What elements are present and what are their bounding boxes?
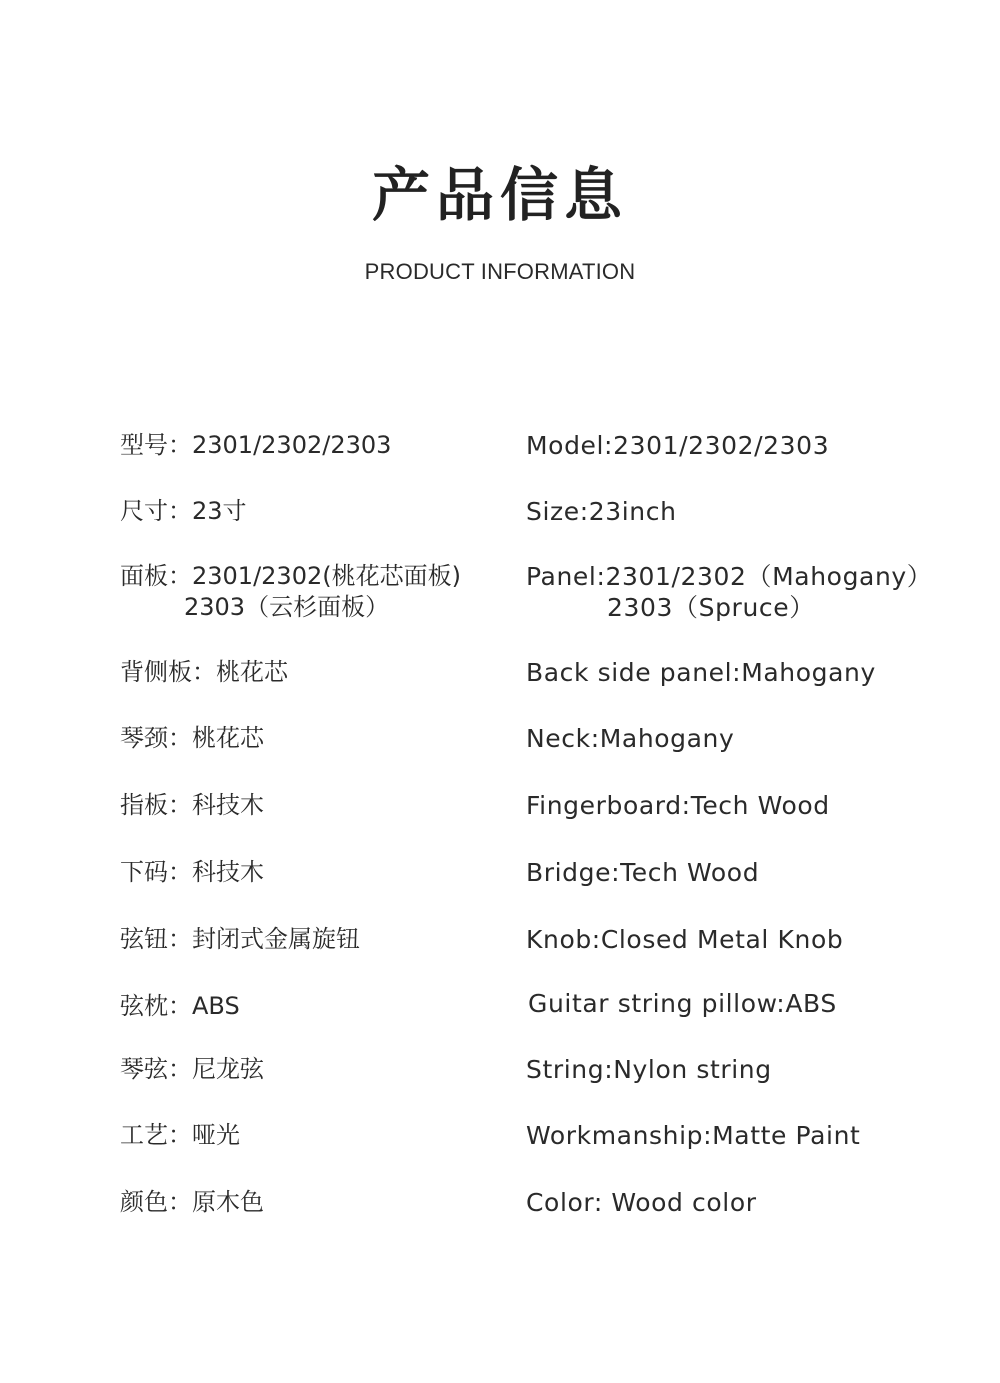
spec-en-panel [526,561,986,623]
page-subtitle: PRODUCT INFORMATION [364,259,636,284]
spec-cn-model: 型号：2301/2302/2303 [120,431,392,459]
spec-cn-panel-line2: 2303（云杉面板） [184,593,390,621]
spec-en-back-side: Back side panel:Mahogany [526,658,876,687]
spec-cn-knob: 弦钮：封闭式金属旋钮 [120,925,360,953]
spec-en-knob: Knob:Closed Metal Knob [526,925,844,954]
spec-en-model: Model:2301/2302/2303 [526,431,830,460]
spec-en-panel-line1: Panel:2301/2302（Mahogany） [526,562,933,591]
spec-cn-bridge: 下码：科技木 [120,858,264,886]
spec-cn-back-side: 背侧板：桃花芯 [120,658,288,686]
spec-en-fingerboard: Fingerboard:Tech Wood [526,791,830,820]
spec-cn-pillow: 弦枕：ABS [120,992,240,1020]
spec-en-pillow: Guitar string pillow:ABS [528,989,837,1018]
spec-en-bridge: Bridge:Tech Wood [526,858,760,887]
spec-en-string: String:Nylon string [526,1055,772,1084]
spec-en-neck: Neck:Mahogany [526,724,735,753]
page-title: 产品信息 [371,161,628,229]
spec-cn-panel-line1: 面板：2301/2302(桃花芯面板) [120,562,461,590]
spec-en-panel-line2: 2303（Spruce） [607,593,815,622]
spec-cn-neck: 琴颈：桃花芯 [120,724,264,752]
spec-cn-panel [120,561,510,623]
spec-cn-string: 琴弦：尼龙弦 [120,1055,264,1083]
spec-cn-fingerboard: 指板：科技木 [120,791,264,819]
spec-en-workmanship: Workmanship:Matte Paint [526,1121,861,1150]
spec-en-color: Color: Wood color [526,1188,757,1217]
spec-cn-color: 颜色：原木色 [120,1188,264,1216]
spec-en-size: Size:23inch [526,497,677,526]
spec-cn-size: 尺寸：23寸 [120,497,247,525]
spec-cn-workmanship: 工艺：哑光 [120,1121,240,1149]
